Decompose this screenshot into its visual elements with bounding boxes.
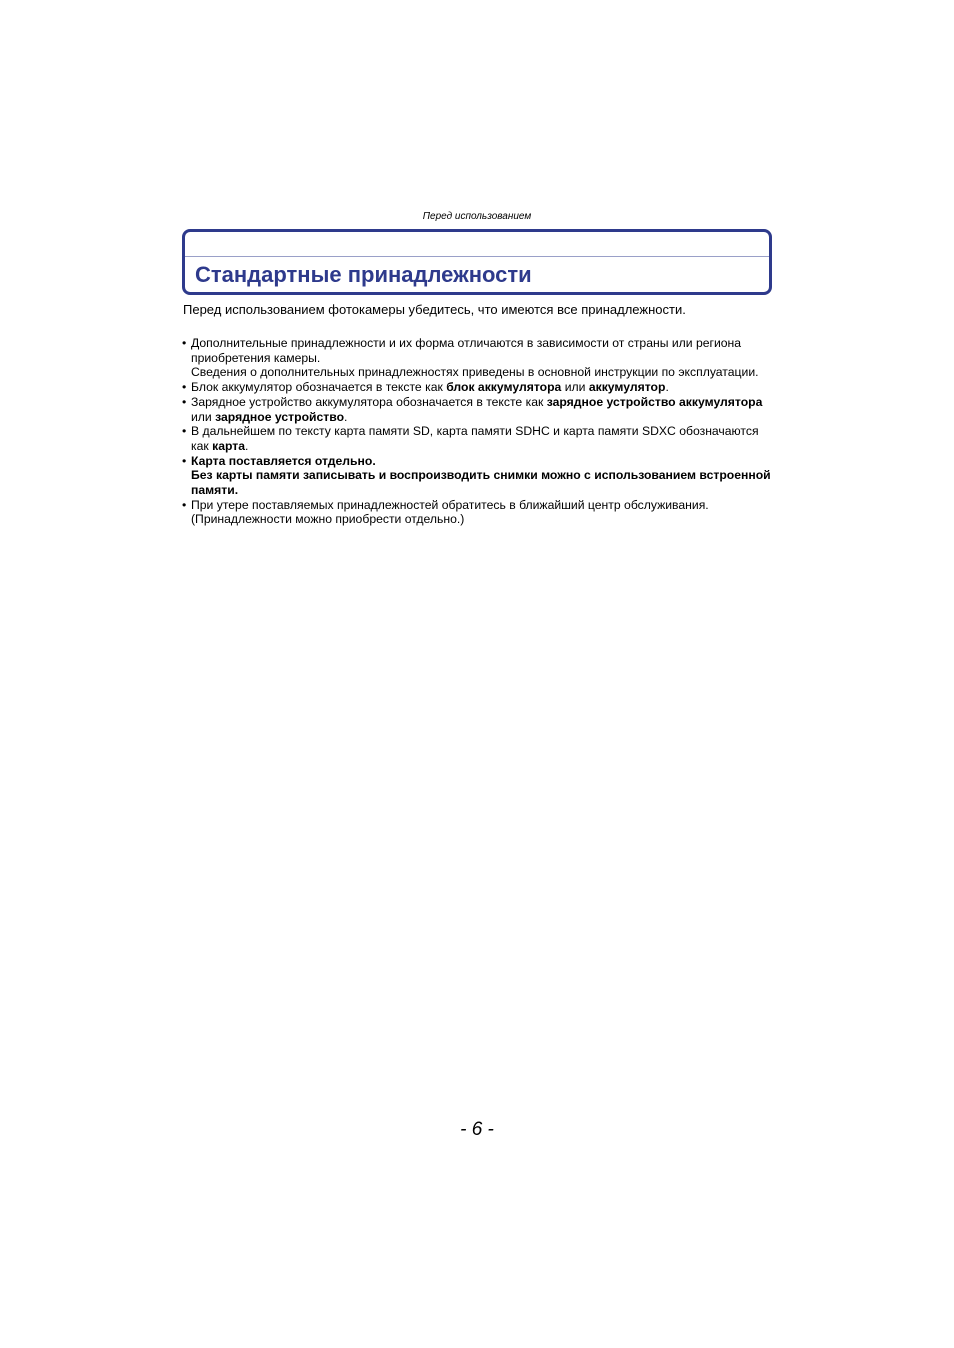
note-item-lost-accessories [182,498,772,527]
note-text: . [665,380,669,395]
note-text-bold: Без карты памяти записывать и воспроизводить снимки можно с использованием встроенной памяти. [191,468,771,498]
page-number: - 6 - [460,1119,494,1140]
note-text: Блок аккумулятор обозначается в тексте как [191,380,447,395]
title-divider [185,256,769,257]
note-text: В дальнейшем по тексту карта памяти SD, карта памяти SDHC и карта памяти SDXC обозначаются как [191,424,759,453]
note-term: аккумулятор [588,380,666,395]
page-title: Стандартные принадлежности [195,262,532,287]
bullet-icon: • [182,380,187,395]
intro-paragraph: Перед использованием фотокамеры убедитесь, что имеются все принадлежности. [183,302,686,317]
note-term: карта [212,438,246,453]
notes-list [182,336,772,527]
bullet-icon: • [182,497,187,512]
note-item-charger [182,395,772,424]
note-text: . [245,438,249,453]
running-header: Перед использованием [422,211,532,222]
bullet-icon: • [182,394,187,409]
note-term: зарядное устройство аккумулятора [546,394,763,409]
note-item-optional-accessories [182,336,772,380]
note-text-bold: Карта поставляется отдельно. [191,453,376,468]
note-term: блок аккумулятора [446,380,562,395]
note-text: Зарядное устройство аккумулятора обозначается в тексте как [191,394,547,409]
note-text: При утере поставляемых принадлежностей обратитесь в ближайший центр обслуживания. (Принадлежности можно приобрести отдельно.) [191,497,709,527]
note-text: Дополнительные принадлежности и их форма отличаются в зависимости от страны или региона приобретения камеры. [191,336,742,365]
bullet-icon: • [182,336,187,350]
bullet-icon: • [182,453,187,468]
note-item-card-sold-separately [182,454,772,498]
section-title-box [182,229,772,295]
note-text: или [191,409,216,424]
note-term: зарядное устройство [215,409,345,424]
note-text: или [561,380,589,395]
note-item-battery [182,380,772,395]
note-item-memory-card [182,424,772,453]
note-text: Сведения о дополнительных принадлежностях приведены в основной инструкции по эксплуатации. [191,365,759,380]
bullet-icon: • [182,424,187,439]
note-text: . [344,409,348,424]
